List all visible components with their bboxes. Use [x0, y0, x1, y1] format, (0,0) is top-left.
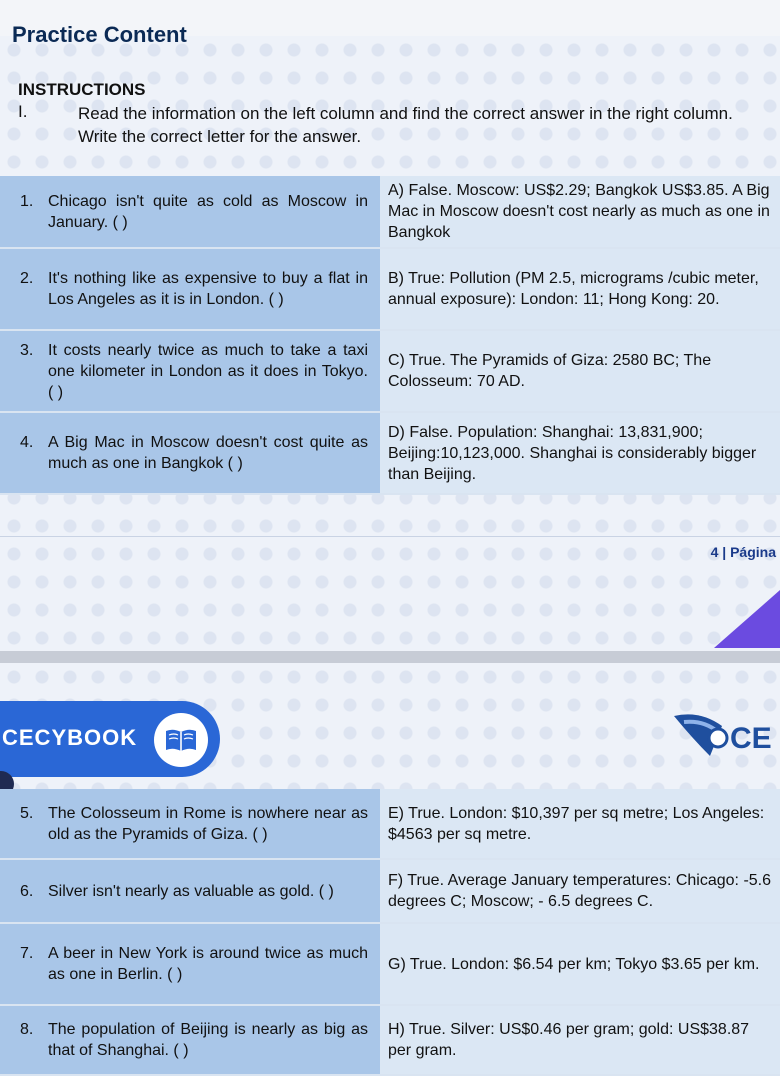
open-book-icon — [164, 727, 198, 753]
question-cell — [0, 923, 380, 1005]
matching-table-part-2 — [0, 789, 780, 1076]
question-text: It costs nearly twice as much to take a taxi one kilometer in London as it does in Tokyo. ( ) — [48, 341, 368, 401]
question-text: A beer in New York is around twice as much as one in Berlin. ( ) — [48, 945, 368, 983]
answer-cell: H) True. Silver: US$0.46 per gram; gold: US$38.87 per gram. — [380, 1005, 780, 1075]
brand-name: CECYBOOK — [2, 725, 138, 750]
question-number: 8. — [20, 1021, 34, 1038]
table-row — [0, 789, 780, 859]
table-row — [0, 330, 780, 412]
table-row — [0, 176, 780, 248]
question-number: 2. — [20, 270, 34, 287]
question-number: 1. — [20, 192, 34, 210]
book-logo-circle — [154, 713, 208, 767]
question-cell — [0, 248, 380, 330]
table-row — [0, 859, 780, 923]
question-text: It's nothing like as expensive to buy a flat in Los Angeles as it is in London. ( ) — [48, 270, 368, 308]
table-row — [0, 1005, 780, 1075]
question-cell — [0, 789, 380, 859]
school-logo-icon — [670, 708, 780, 768]
question-text: The population of Beijing is nearly as big as that of Shanghai. ( ) — [48, 1021, 368, 1059]
question-cell — [0, 330, 380, 412]
question-text: The Colosseum in Rome is nowhere near as old as the Pyramids of Giza. ( ) — [48, 804, 368, 843]
question-text: Chicago isn't quite as cold as Moscow in January. ( ) — [48, 192, 368, 231]
answer-cell: B) True: Pollution (PM 2.5, micrograms /cubic meter, annual exposure): London: 11; Hong Kong: 20. — [380, 248, 780, 330]
document-page-5 — [0, 663, 780, 1072]
school-logo-text: CE — [730, 722, 772, 755]
answer-cell: C) True. The Pyramids of Giza: 2580 BC; The Colosseum: 70 AD. — [380, 330, 780, 412]
page-title: Practice Content — [12, 22, 187, 47]
question-number: 7. — [20, 945, 34, 962]
answer-cell: A) False. Moscow: US$2.29; Bangkok US$3.85. A Big Mac in Moscow doesn't cost nearly as much as one in Bangkok — [380, 176, 780, 248]
page-number-label: 4 | Página — [710, 544, 776, 560]
answer-cell: E) True. London: $10,397 per sq metre; Los Angeles: $4563 per sq metre. — [380, 789, 780, 859]
answer-cell: D) False. Population: Shanghai: 13,831,900; Beijing:10,123,000. Shanghai is considerably bigger than Beijing. — [380, 412, 780, 494]
corner-decoration — [714, 590, 780, 648]
question-cell — [0, 412, 380, 494]
table-row — [0, 412, 780, 494]
instruction-text: Read the information on the left column and find the correct answer in the right column. Write the correct letter for the answer. — [78, 104, 733, 146]
question-number: 5. — [20, 804, 34, 822]
matching-table-part-1 — [0, 176, 780, 495]
question-text: Silver isn't nearly as valuable as gold. ( ) — [48, 882, 334, 900]
instructions-heading: INSTRUCTIONS — [18, 80, 146, 99]
table-row — [0, 923, 780, 1005]
question-cell — [0, 176, 380, 248]
table-row — [0, 248, 780, 330]
answer-cell: F) True. Average January temperatures: Chicago: -5.6 degrees C; Moscow; - 6.5 degrees C. — [380, 859, 780, 923]
question-number: 4. — [20, 434, 34, 451]
cecybook-logo-banner — [0, 701, 220, 777]
page-divider — [0, 651, 780, 663]
question-cell — [0, 1005, 380, 1075]
question-number: 6. — [20, 882, 34, 900]
document-page-4 — [0, 22, 780, 651]
answer-cell: G) True. London: $6.54 per km; Tokyo $3.65 per km. — [380, 923, 780, 1005]
question-text: A Big Mac in Moscow doesn't cost quite as much as one in Bangkok ( ) — [48, 434, 368, 472]
instruction-number: I. — [18, 102, 28, 121]
page-footer-line — [0, 536, 780, 537]
question-number: 3. — [20, 341, 34, 359]
question-cell — [0, 859, 380, 923]
